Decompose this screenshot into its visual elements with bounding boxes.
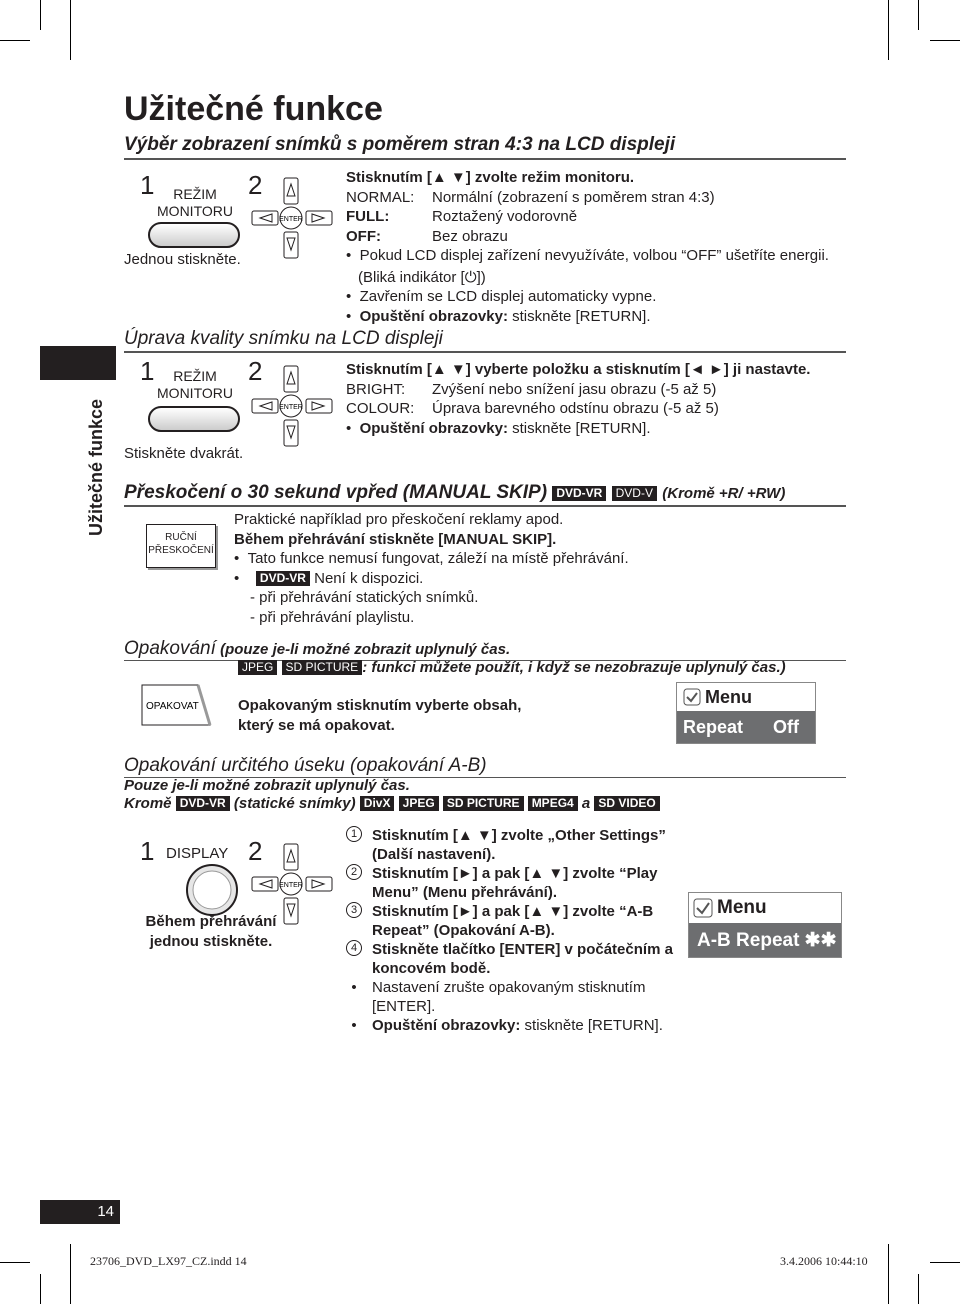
section4-title: Opakování — [124, 638, 216, 659]
crop-mark — [70, 1244, 71, 1304]
s1-exit-key: Opuštění obrazovky: — [359, 307, 508, 325]
repeat-button[interactable] — [140, 683, 212, 727]
step-item — [346, 826, 676, 864]
s3-line: Během přehrávání stiskněte [MANUAL SKIP]. — [234, 530, 557, 548]
step-item — [346, 940, 676, 978]
osd-repeat-value: Off — [773, 716, 799, 737]
s2-line: Stisknutím [▲ ▼] vyberte položku a stisknutím [◄ ►] ji nastavte. — [346, 361, 811, 378]
crop-mark — [70, 0, 71, 60]
except-label: Kromě — [124, 795, 172, 812]
mpeg4-tag: MPEG4 — [528, 796, 578, 811]
section3-title: Přeskočení o 30 sekund vpřed (MANUAL SKIP) — [124, 482, 548, 503]
section1-heading: Výběr zobrazení snímků s poměrem stran 4:3 na LCD displeji — [124, 134, 676, 155]
step2-number: 2 — [248, 836, 263, 866]
page-title: Užitečné funkce — [124, 90, 383, 128]
dvd-vr-tag: DVD-VR — [552, 486, 606, 501]
s1-exit-value: stiskněte [RETURN]. — [507, 307, 651, 325]
osd-ab-repeat-row — [689, 923, 841, 957]
footer-date: 3.4.2006 10:44:10 — [780, 1254, 868, 1268]
osd-menu-header — [677, 683, 815, 711]
s2-bright-key: BRIGHT: — [346, 380, 406, 398]
still-images-label: (statické snímky) — [233, 795, 356, 812]
step-circle: 1 — [346, 826, 362, 842]
step-item — [346, 864, 676, 902]
sidebar-tab-marker — [40, 346, 116, 380]
step2-number: 2 — [248, 170, 263, 200]
dpad-icon[interactable] — [248, 842, 338, 926]
step2-number: 2 — [248, 356, 263, 386]
divx-tag: DivX — [360, 796, 395, 811]
s2-exit-key: Opuštění obrazovky: — [359, 419, 508, 437]
dvd-vr-tag: DVD-VR — [176, 796, 230, 811]
step-bullet-text: Nastavení zrušte opakovaným stisknutím [ENTER]. — [372, 979, 646, 1015]
s1-full-row — [346, 207, 846, 227]
step1-caption: Stiskněte dvakrát. — [124, 445, 244, 462]
osd-ab-repeat-label: A-B Repeat ✱✱ — [697, 929, 837, 951]
osd-menu-title: Menu — [705, 686, 752, 707]
section3-rule — [124, 505, 846, 507]
step-circle: 4 — [346, 940, 362, 956]
s5-exit-value: stiskněte [RETURN]. — [520, 1017, 663, 1034]
s3-bullet-text: Není k dispozici. — [309, 569, 424, 587]
jpeg-tag: JPEG — [399, 796, 439, 811]
osd-menu-title: Menu — [717, 897, 767, 918]
s3-bullet: • DVD-VR Není k dispozici. — [234, 569, 424, 587]
section4-heading — [124, 638, 510, 660]
section1-rule — [124, 158, 846, 160]
section3-note: (Kromě +R/ +RW) — [662, 485, 786, 502]
s1-bullet: • Zavřením se LCD displej automaticky vypne. — [346, 288, 657, 305]
step-bullet: • Opuštění obrazovky: stiskněte [RETURN]. — [351, 1017, 663, 1034]
osd-repeat-row — [677, 711, 815, 743]
s2-bright-value: Zvýšení nebo snížení jasu obrazu (-5 až 5) — [432, 380, 717, 398]
section4-line2 — [238, 659, 786, 676]
s1-normal-key: NORMAL: — [346, 188, 415, 206]
step-bullet: • Nastavení zrušte opakovaným stisknutím [ENTER]. — [346, 978, 676, 1016]
enter-key-label: ENTER — [279, 882, 303, 889]
step1-caption: Během přehrávání jednou stiskněte. — [145, 913, 277, 950]
repeat-button-label: OPAKOVAT — [146, 701, 199, 712]
osd-menu-header — [689, 893, 841, 923]
step1-number: 1 — [140, 170, 155, 200]
section4-subtitle: (pouze je-li možné zobrazit uplynulý čas. — [215, 641, 511, 658]
crop-mark — [888, 0, 889, 60]
section3-heading — [124, 482, 785, 504]
manual-skip-button[interactable] — [146, 524, 216, 568]
checkmark-icon — [693, 898, 713, 918]
s3-bullet-text: Tato funkce nemusí fungovat, záleží na místě přehrávání. — [247, 550, 629, 567]
step-text: Stiskněte tlačítko [ENTER] v počátečním a koncovém bodě. — [372, 941, 673, 977]
s1-bullet: • Pokud LCD displej zařízení nevyužíváte, volbou “OFF” ušetříte energii. — [346, 247, 829, 264]
s3-sub: - při přehrávání statických snímků. — [250, 589, 479, 606]
crop-mark — [40, 1274, 41, 1304]
s2-bullet: • Opuštění obrazovky: stiskněte [RETURN]. — [346, 419, 651, 437]
s1-full-value: Roztažený vodorovně — [432, 208, 578, 225]
section4-line2-text: : funkci můžete použít, i když se nezobrazuje uplynulý čas.) — [362, 659, 786, 676]
crop-mark — [930, 1262, 960, 1263]
ab-repeat-menu-osd — [688, 892, 842, 958]
dvd-v-tag: DVD-V — [612, 486, 657, 501]
manual-skip-label: RUČNÍ PŘESKOČENÍ — [148, 532, 214, 556]
section3-text — [234, 510, 834, 627]
step-circle: 3 — [346, 902, 362, 918]
display-label: DISPLAY — [166, 845, 229, 862]
s3-sub: - při přehrávání playlistu. — [250, 608, 415, 626]
section2-text — [346, 360, 846, 438]
monitor-mode-button[interactable] — [148, 406, 240, 432]
crop-mark — [40, 0, 41, 30]
dvd-vr-tag: DVD-VR — [256, 571, 310, 586]
repeat-menu-osd — [676, 682, 816, 744]
dpad-icon[interactable] — [248, 364, 338, 448]
step1-number: 1 — [140, 356, 155, 386]
step-text: Stisknutím [▲ ▼] zvolte „Other Settings” (Další nastavení). — [372, 827, 666, 863]
section2-rule — [124, 351, 846, 353]
section2-heading: Úprava kvality snímku na LCD displeji — [124, 328, 443, 349]
sd-picture-tag: SD PICTURE — [282, 660, 363, 675]
s1-normal-row — [346, 188, 846, 208]
s1-bullet-cont: (Bliká indikátor [⏻]) — [358, 268, 486, 286]
sidebar-label: Užitečné funkce — [86, 398, 106, 536]
s2-exit-value: stiskněte [RETURN]. — [507, 419, 651, 437]
monitor-mode-button[interactable] — [148, 222, 240, 248]
dpad-icon[interactable] — [248, 176, 338, 260]
s2-colour-value: Úprava barevného odstínu obrazu (-5 až 5) — [432, 400, 719, 417]
section5-heading: Opakování určitého úseku (opakování A-B) — [124, 755, 487, 776]
step-text: Stisknutím [►] a pak [▲ ▼] zvolte “Play Menu” (Menu přehrávání). — [372, 865, 658, 901]
s1-off-row — [346, 227, 846, 247]
section4-text: Opakovaným stisknutím vyberte obsah, který se má opakovat. — [238, 697, 522, 734]
s2-colour-row — [346, 399, 846, 419]
crop-mark — [888, 1244, 889, 1304]
s2-colour-key: COLOUR: — [346, 400, 415, 417]
section5-sub2 — [124, 795, 660, 812]
display-button[interactable] — [184, 862, 240, 918]
jpeg-tag: JPEG — [238, 660, 277, 675]
footer-file: 23706_DVD_LX97_CZ.indd 14 — [90, 1254, 247, 1268]
section5-sub1: Pouze je-li možné zobrazit uplynulý čas. — [124, 777, 410, 794]
s2-bright-row — [346, 380, 846, 400]
crop-mark — [0, 40, 30, 41]
s3-line: Praktické například pro přeskočení reklamy apod. — [234, 511, 564, 528]
crop-mark — [0, 1262, 30, 1263]
step-text: Stisknutím [►] a pak [▲ ▼] zvolte “A-B Repeat” (Opakování A-B). — [372, 903, 654, 939]
s1-normal-value: Normální (zobrazení s poměrem stran 4:3) — [432, 188, 715, 206]
s1-bullet-text: Pokud LCD displej zařízení nevyužíváte, volbou “OFF” ušetříte energii. — [359, 247, 829, 264]
page-number: 14 — [40, 1200, 120, 1224]
section1-text — [346, 168, 846, 326]
s1-off-value: Bez obrazu — [432, 227, 508, 245]
s1-off-key: OFF: — [346, 227, 381, 245]
s3-bullet: • Tato funkce nemusí fungovat, záleží na místě přehrávání. — [234, 550, 629, 567]
section5-steps — [346, 826, 676, 1035]
step-circle: 2 — [346, 864, 362, 880]
and-label: a — [581, 795, 591, 812]
checkmark-icon — [683, 688, 701, 706]
sd-video-tag: SD VIDEO — [594, 796, 659, 811]
crop-mark — [918, 1274, 919, 1304]
sd-picture-tag: SD PICTURE — [443, 796, 524, 811]
step1-number: 1 — [140, 836, 155, 866]
s1-bullet: • Opuštění obrazovky: stiskněte [RETURN]. — [346, 307, 651, 325]
monitor-mode-label: REŽIM MONITORU — [157, 368, 233, 401]
enter-key-label: ENTER — [279, 404, 303, 411]
step1-caption: Jednou stiskněte. — [124, 251, 241, 268]
crop-mark — [918, 0, 919, 30]
s5-exit-key: Opuštění obrazovky: — [372, 1017, 521, 1034]
monitor-mode-label: REŽIM MONITORU — [157, 186, 233, 219]
osd-repeat-label: Repeat — [683, 716, 744, 737]
step-item — [346, 902, 676, 940]
s1-full-key: FULL: — [346, 208, 390, 225]
crop-mark — [930, 40, 960, 41]
s1-bullet-text: Zavřením se LCD displej automaticky vypne. — [359, 288, 657, 305]
enter-key-label: ENTER — [279, 216, 303, 223]
s1-line: Stisknutím [▲ ▼] zvolte režim monitoru. — [346, 169, 635, 186]
